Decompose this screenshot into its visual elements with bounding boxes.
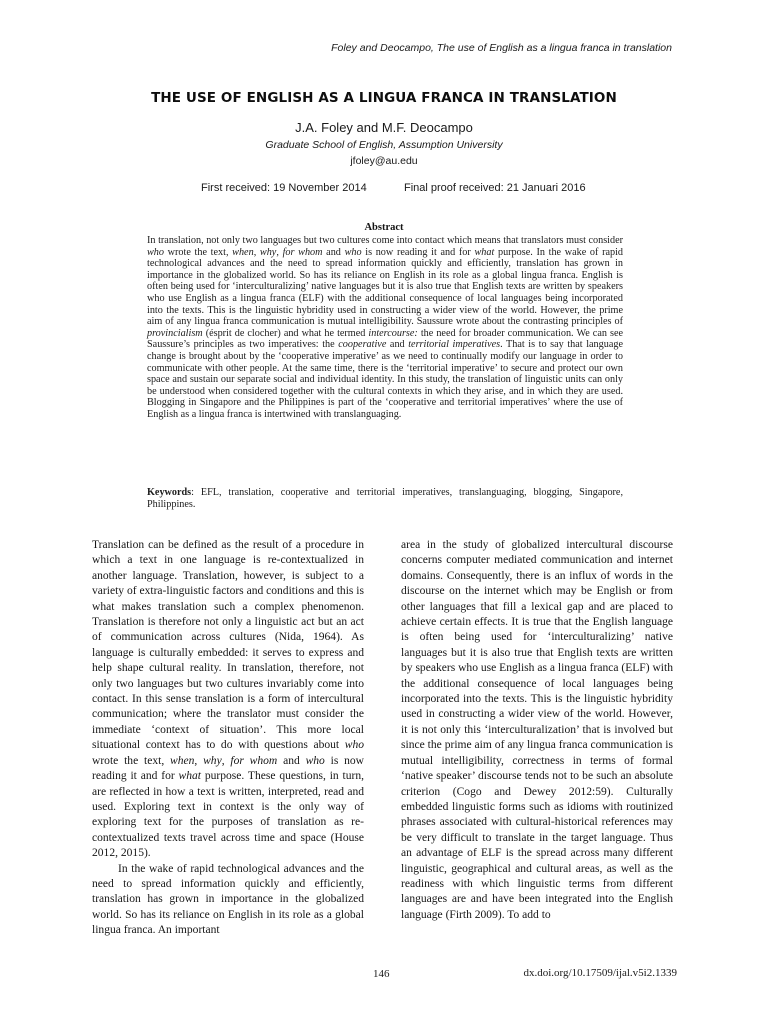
article-title: THE USE OF ENGLISH AS A LINGUA FRANCA IN TRANSLATION [151,90,617,106]
body-paragraph: area in the study of globalized intercultural discourse concerns computer mediated communication and internet domains. Consequently, there is an influx of words in the discourse on the internet which may be English or from other languages that fill a lexical gap and are placed to achieve certain effects. It is true that the English language is often being used for ‘interculturalizing’ native languages but it is also true that English texts are written by speakers who use English as a lingua franca (ELF) with the additional consequence of local languages being incorporated into the texts. This is the linguistic hybridity used in constructing a wider view of the world. However, it is not only this ‘interculturalization’ that is involved but since the prime aim of any lingua franca communication is mutual intelligibility, correctness in terms of formal ‘native speaker’ discourse tends not to be such an absolute criterion (Cogo and Dewey 2012:59). Culturally embedded linguistic forms such as idioms with routinized phrases associated with cultural-historical references may be very difficult to translate in the target language. Thus an advantage of ELF is the spread across many different linguistic, geographical and cultural areas, as well as the readiness with which linguistic terms from different languages are and have been integrated into the English language (Firth 2009). To add to [401,539,673,921]
keywords [147,487,623,511]
affiliation: Graduate School of English, Assumption University [265,139,503,151]
abstract-heading: Abstract [364,222,404,233]
authors: J.A. Foley and M.F. Deocampo [295,120,473,135]
body-paragraph: Translation can be defined as the result of a procedure in which a text in one language is re-contextualized in another language. Translation, however, is subject to a variety of extra-linguistic factors and conditions and this is what makes translation such a complex phenomenon. Translation is therefore not only a linguistic act but an act of communication across cultures (Nida, 1964). As language is culturally embedded: it serves to express and help shape cultural reality. In translation, therefore, not only two languages but two cultures invariably come into contact. In this sense translation is a form of intercultural communication; where the translator must consider the immediate ‘context of situation’. This more local situational context has to do with questions about who wrote the text, when, why, for whom and who is now reading it and for what purpose. These questions, in turn, are reflected in how a text is written, interpreted, read and used. Exploring text in context is the only way of exploring text for the purposes of translation as re-contextualized texts travel across time and space (House 2012, 2015). [92,539,365,860]
abstract-text: In translation, not only two languages but two cultures come into contact which means that translators must consider who wrote the text, when, why, for whom and who is now reading it and for what purpose. In the wake of rapid technological advances and the need to spread information quickly and efficiently, translation has grown in importance in the globalized world. So has its reliance on English in its role as a global lingua franca. English is often being used for ‘interculturalizing’ native languages but it is also true that English texts are written by speakers who use English as a lingua franca (ELF) with the additional consequence of local languages being incorporated into the texts. This is the linguistic hybridity used in constructing a wider view of the world. However, the prime aim of any lingua franca communication is mutual intelligibility. Saussure wrote about the contrasting principles of provincialism (ésprit de clocher) and what he termed intercourse: the need for broader communication. We can see Saussure’s principles as two imperatives: the cooperative and territorial imperatives. That is to say that language change is brought about by the ‘cooperative imperative’ as we need to continually modify our language in order to communicate with other people. At the same time, there is the ‘territorial imperative’ to secure and protect our own space and sustain our separate social and individual identity. In this study, the translation of linguistic units can only be understood when considered together with the cultural contexts in which they arise, and in which they are used. Blogging in Singapore and the Philippines is part of the ‘cooperative and territorial imperatives’ where the use of English as a lingua franca is intertwined with translanguaging. [147,235,624,420]
first-received-date: First received: 19 November 2014 [201,182,367,194]
keywords-text: : EFL, translation, cooperative and territorial imperatives, translanguaging, blogging, Singapore, Philippines. [147,487,623,511]
keywords-label: Keywords [147,487,192,498]
author-email: jfoley@au.edu [350,155,418,167]
body-column-left [92,538,364,939]
final-proof-date: Final proof received: 21 Januari 2016 [404,182,586,194]
body-paragraph: In the wake of rapid technological advances and the need to spread information quickly and efficiently, translation has grown in importance in the globalized world. So has its reliance on English in its role as a global lingua franca. An important [92,862,364,937]
running-head: Foley and Deocampo, The use of English as a lingua franca in translation [331,42,672,54]
page-number: 146 [373,968,390,980]
body-column-right [401,538,673,923]
doi-link[interactable]: dx.doi.org/10.17509/ijal.v5i2.1339 [523,967,677,979]
